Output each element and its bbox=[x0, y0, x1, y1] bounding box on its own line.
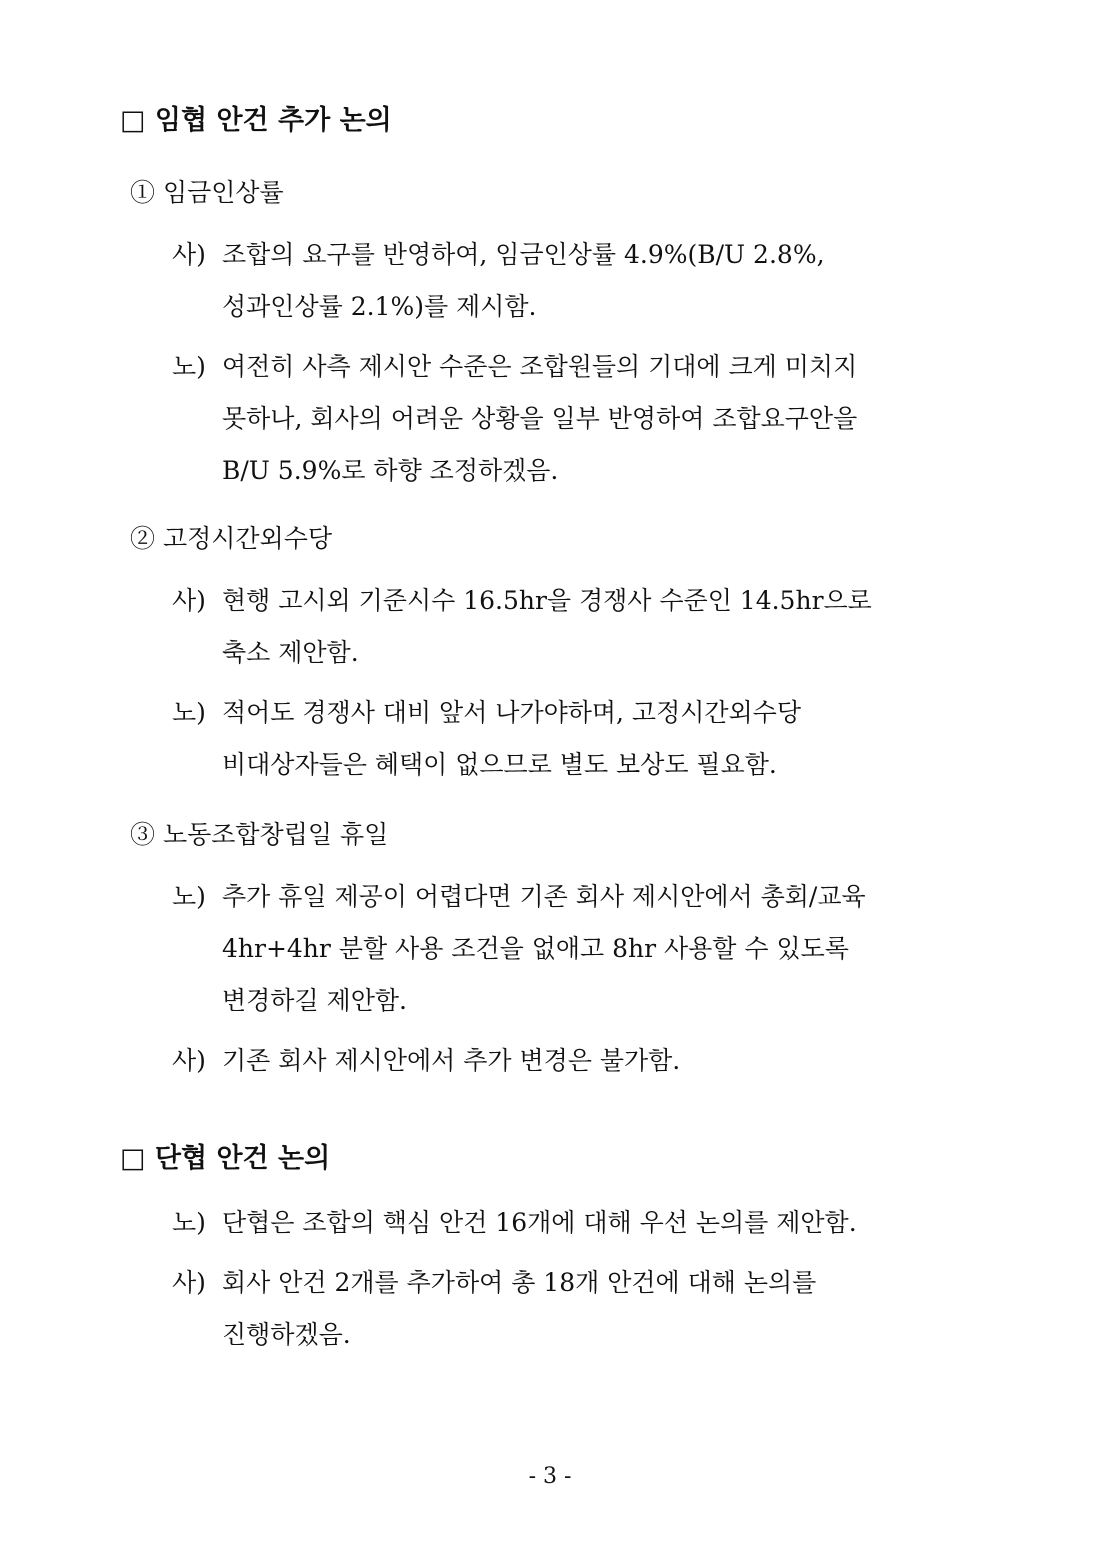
item-line: 성과인상률 2.1%)를 제시함. bbox=[222, 292, 537, 321]
item-marker: 노) bbox=[172, 882, 206, 911]
item-marker: 노) bbox=[172, 698, 206, 727]
item-line: 축소 제안함. bbox=[222, 638, 359, 667]
topic-fixed-overtime: ② 고정시간외수당 bbox=[130, 524, 332, 553]
item-marker: 노) bbox=[172, 352, 206, 381]
item-line: 못하나, 회사의 어려운 상황을 일부 반영하여 조합요구안을 bbox=[222, 404, 858, 433]
topic-union-founding-holiday: ③ 노동조합창립일 휴일 bbox=[130, 820, 389, 849]
item-company-wage-offer bbox=[172, 238, 825, 272]
item-marker: 사) bbox=[172, 1268, 206, 1297]
item-union-overtime-response bbox=[172, 696, 801, 730]
item-line: 현행 고시외 기준시수 16.5hr을 경쟁사 수준인 14.5hr으로 bbox=[222, 586, 872, 615]
item-line: 회사 안건 2개를 추가하여 총 18개 안건에 대해 논의를 bbox=[222, 1268, 817, 1297]
item-line: 4hr+4hr 분할 사용 조건을 없애고 8hr 사용할 수 있도록 bbox=[222, 934, 849, 963]
topic-wage-increase: ① 임금인상률 bbox=[130, 178, 284, 207]
item-marker: 사) bbox=[172, 240, 206, 269]
item-line: 변경하길 제안함. bbox=[222, 986, 407, 1015]
item-line: 조합의 요구를 반영하여, 임금인상률 4.9%(B/U 2.8%, bbox=[222, 240, 825, 269]
item-line: 단협은 조합의 핵심 안건 16개에 대해 우선 논의를 제안함. bbox=[222, 1208, 857, 1237]
section-heading-collective-agreement: □ 단협 안건 논의 bbox=[120, 1143, 331, 1174]
item-line: 비대상자들은 혜택이 없으므로 별도 보상도 필요함. bbox=[222, 750, 777, 779]
item-marker: 사) bbox=[172, 1046, 206, 1075]
item-line: 여전히 사측 제시안 수준은 조합원들의 기대에 크게 미치지 bbox=[222, 352, 858, 381]
item-union-collective-proposal bbox=[172, 1206, 857, 1240]
item-company-overtime-offer bbox=[172, 584, 872, 618]
item-line: B/U 5.9%로 하향 조정하겠음. bbox=[222, 456, 559, 485]
item-line: 진행하겠음. bbox=[222, 1320, 351, 1349]
item-union-wage-response bbox=[172, 350, 857, 384]
item-line: 기존 회사 제시안에서 추가 변경은 불가함. bbox=[222, 1046, 681, 1075]
item-line: 적어도 경쟁사 대비 앞서 나가야하며, 고정시간외수당 bbox=[222, 698, 801, 727]
item-company-collective-response bbox=[172, 1266, 816, 1300]
item-line: 추가 휴일 제공이 어렵다면 기존 회사 제시안에서 총회/교육 bbox=[222, 882, 866, 911]
item-union-holiday-proposal bbox=[172, 880, 866, 914]
page-number: - 3 - bbox=[528, 1464, 572, 1489]
item-company-holiday-response bbox=[172, 1044, 680, 1078]
section-heading-wage-agreement: □ 임협 안건 추가 논의 bbox=[120, 105, 392, 136]
item-marker: 사) bbox=[172, 586, 206, 615]
item-marker: 노) bbox=[172, 1208, 206, 1237]
